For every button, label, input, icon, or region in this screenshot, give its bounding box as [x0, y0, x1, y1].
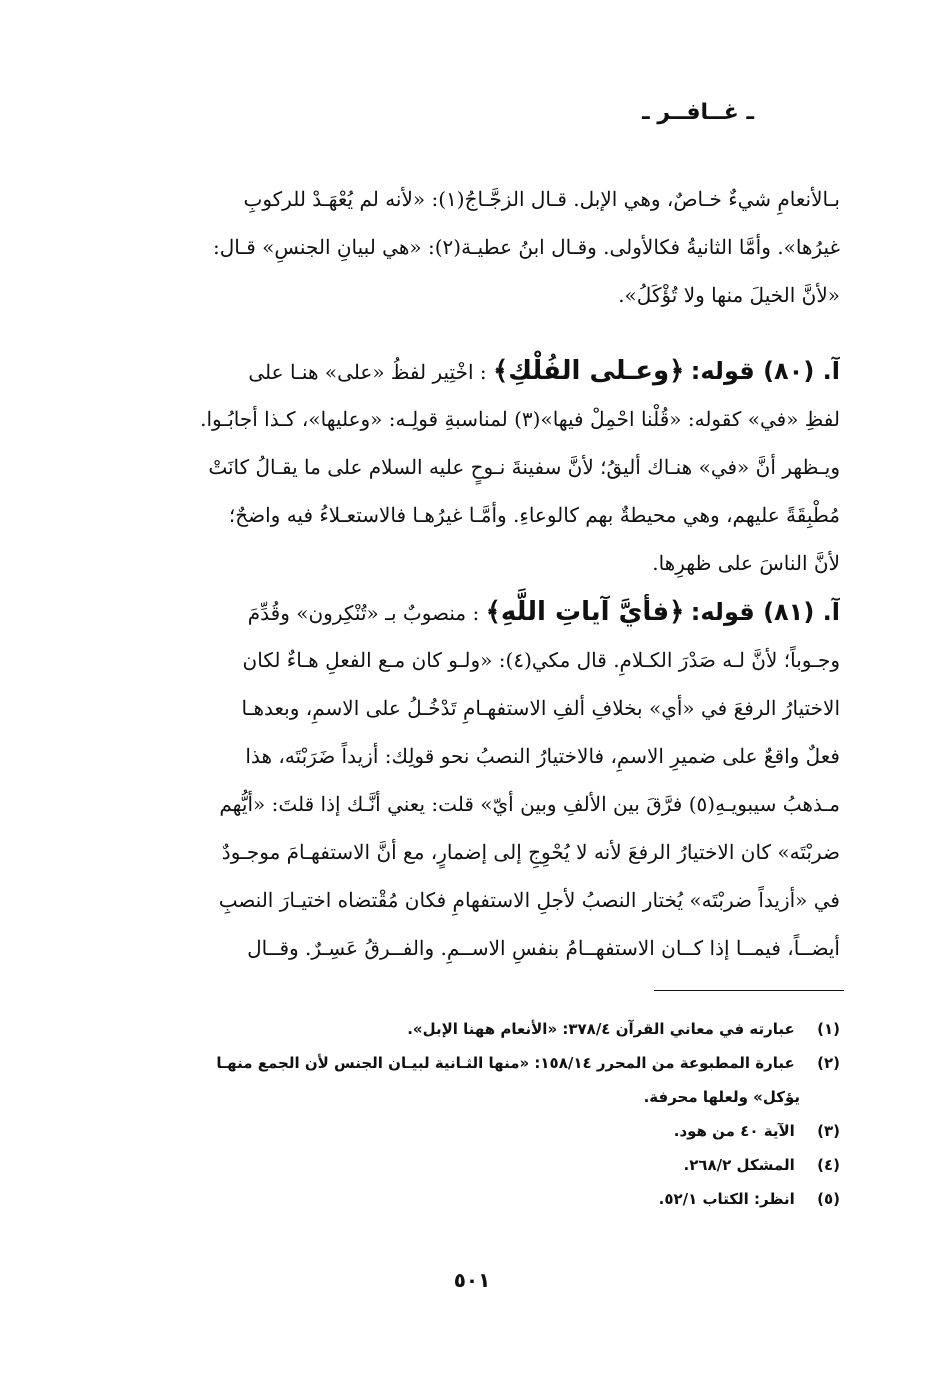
- text-fragment: : منصوبٌ بـ «تُنْكِرون» وقُدِّمَ: [247, 601, 480, 625]
- footnote-2: [150, 1046, 840, 1080]
- footnote-text: الآية ٤٠ من هود.: [673, 1122, 795, 1140]
- paragraph-verse-80: [150, 347, 840, 587]
- text-line: «لأنَّ الخيلَ منها ولا تُؤْكَلُ».: [618, 283, 840, 307]
- text-line: مُطْبِقَةً عليهم، وهي محيطةٌ بهم كالوعاءِ. وأمَّـا غيرُهـا فالاستعـلاءُ فيه واضحٌ؛: [228, 503, 840, 527]
- footnote-number: (٤): [817, 1156, 840, 1174]
- verse-heading-line: [150, 347, 840, 395]
- footnote-2-continuation: [150, 1080, 840, 1114]
- footnote-5: [150, 1182, 840, 1216]
- verse-reference: آ. (٨١) قوله:: [690, 598, 840, 626]
- footnote-divider: [654, 990, 844, 991]
- text-line: وجـوباً؛ لأنَّ لـه صَدْرَ الكـلامِ. قال مكي(٤): «ولـو كان مـع الفعلِ هـاءٌ لكان: [242, 648, 840, 672]
- text-line: ضربْتَه» كان الاختيارُ الرفعَ لأنه لا يُحْوِجِ إلى إضمارٍ، مع أنَّ الاستفهـامَ موجـودٌ: [221, 840, 840, 864]
- running-header: ـ غــافــر ـ: [642, 100, 754, 125]
- footnote-3: [150, 1114, 840, 1148]
- verse-reference: آ. (٨٠) قوله:: [690, 357, 840, 385]
- text-line: الاختيارُ الرفعَ في «أي» بخلافِ ألفِ الاستفهـامِ تَدْخُـلُ على الاسمِ، وبعدهـا: [241, 696, 840, 720]
- text-line: مـذهبُ سيبويـهِ(٥) فرَّقَ بين الألفِ وبين أيّ» قلت: يعني أنَّـك إذا قلتَ: «أيُّهم: [219, 792, 840, 816]
- footnote-4: [150, 1148, 840, 1182]
- footnote-text: يؤكل» ولعلها محرفة.: [643, 1088, 800, 1106]
- quran-quote: ﴿فأيَّ آياتِ اللَّهِ﴾: [485, 597, 685, 627]
- text-line: في «أزيداً ضربْتَه» يُختار النصبُ لأجلِ الاستفهامِ فكان مُقْتضاه اختيـارَ النصبِ: [218, 888, 840, 912]
- text-line: فعلٌ واقعٌ على ضميرِ الاسمِ، فالاختيارُ النصبُ نحو قولِك: أزيداً ضَرَبْتَه، هذا: [245, 744, 840, 768]
- text-fragment: : اخْتِير لفظُ «على» هنـا على: [248, 360, 487, 384]
- verse-heading-line: [150, 588, 840, 636]
- paragraph-verse-81: [150, 588, 840, 972]
- footnote-number: (٢): [817, 1054, 840, 1072]
- footnote-number: (٥): [817, 1190, 840, 1208]
- text-line: بـالأنعامِ شيءٌ خـاصٌ، وهي الإبل. قـال الزجَّـاجُ(١): «لأنه لم يُعْهَـدْ للركوبِ: [243, 187, 840, 211]
- text-line: أيضــاً، فيمــا إذا كــان الاستفهــامُ بنفسِ الاســمِ. والفــرقُ عَسِـرٌ. وقــال: [247, 936, 840, 960]
- text-line: ويـظهر أنَّ «في» هنـاك أليقُ؛ لأنَّ سفينةَ نـوحٍ عليه السلام على ما يقـالُ كانَتْ: [208, 455, 840, 479]
- footnote-number: (٣): [817, 1122, 840, 1140]
- text-line: غيرُها». وأمَّا الثانيةُ فكالأولى. وقـال ابنُ عطيـة(٢): «هي لبيانِ الجنسِ» قـال:: [213, 235, 840, 259]
- text-line: لفظِ «في» كقوله: «قُلْنا احْمِلْ فيها»(٣) لمناسبةِ قولِـه: «وعليها»، كـذا أجابُـوا.: [200, 407, 840, 431]
- footnote-number: (١): [817, 1020, 840, 1038]
- page-number: ٥٠١: [453, 1268, 491, 1292]
- quran-quote: ﴿وعـلى الفُلْكِ﴾: [492, 356, 685, 386]
- text-line: لأنَّ الناسَ على ظهرِها.: [652, 551, 840, 575]
- paragraph-1: [150, 175, 840, 319]
- footnote-text: انظر: الكتاب ٥٢/١.: [658, 1190, 795, 1208]
- footnote-text: عبارة المطبوعة من المحرر ١٥٨/١٤: «منها الثـانية لبيـان الجنس لأن الجمع منهـا: [216, 1054, 795, 1072]
- footnote-1: [150, 1012, 840, 1046]
- footnotes: [150, 1012, 840, 1216]
- footnote-text: المشكل ٢٦٨/٢.: [683, 1156, 795, 1174]
- footnote-text: عبارته في معاني القرآن ٣٧٨/٤: «الأنعام ههنا الإبل».: [407, 1020, 795, 1038]
